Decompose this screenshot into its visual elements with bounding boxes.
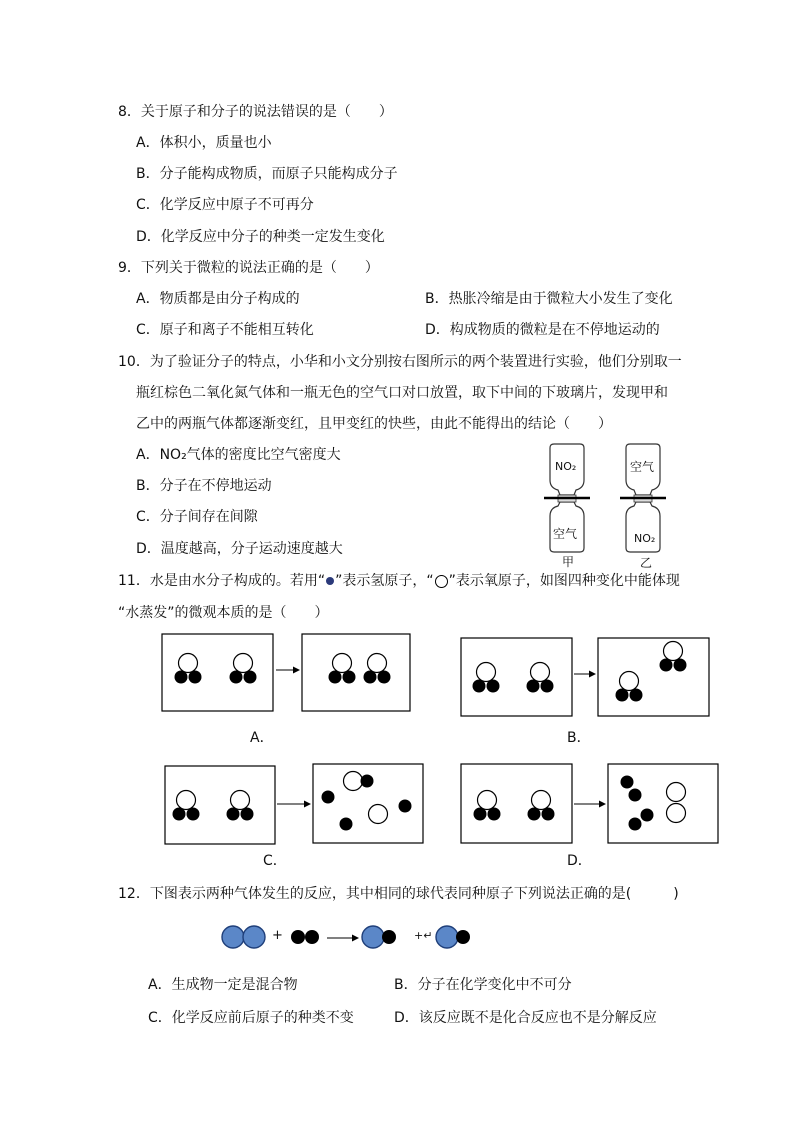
q9-option-d: D．构成物质的微粒是在不停地运动的 [425, 322, 660, 338]
q12-stem: 12．下图表示两种气体发生的反应，其中相同的球代表同种原子下列说法正确的是( ) [118, 886, 679, 902]
option-b-label: B． [567, 730, 591, 746]
q10-option-b: B．分子在不停地运动 [136, 478, 272, 494]
q10-option-a: A．NO₂气体的密度比空气密度大 [136, 447, 341, 463]
q9-stem: 9．下列关于微粒的说法正确的是（ ） [118, 260, 379, 276]
q11-stem-line2: “水蒸发”的微观本质的是（ ） [118, 605, 329, 621]
q12-option-a: A．生成物一定是混合物 [148, 977, 298, 993]
q8-option-b: B．分子能构成物质，而原子只能构成分子 [136, 166, 398, 182]
option-c-label: C． [263, 853, 287, 869]
q12-option-b: B．分子在化学变化中不可分 [394, 977, 572, 993]
q12-plus-sign: + [272, 928, 283, 943]
q10-stem-line3: 乙中的两瓶气体都逐渐变红，且甲变红的快些，由此不能得出的结论（ ） [136, 416, 612, 432]
q11-stem-part3: ”表示氧原子，如图四种变化中能体现 [448, 573, 680, 589]
q12-option-c: C．化学反应前后原子的种类不变 [148, 1010, 354, 1026]
product1-blue-atom [362, 926, 384, 948]
jia-bottom-label: 空气 [553, 527, 578, 541]
yi-bottom-label: NO₂ [634, 532, 656, 545]
option-a-label: A． [250, 730, 274, 746]
product2-black-atom [456, 930, 470, 944]
reactant1-atom-2 [243, 926, 265, 948]
yi-caption: 乙 [640, 556, 653, 570]
yi-top-label: 空气 [630, 460, 655, 474]
option-d-label: D． [567, 853, 592, 869]
q12-plus-sign-2: +↵ [414, 929, 433, 942]
jia-caption: 甲 [562, 555, 575, 569]
jia-top-label: NO₂ [555, 460, 577, 473]
q8-stem: 8．关于原子和分子的说法错误的是（ ） [118, 104, 393, 120]
q10-option-c: C．分子间存在间隙 [136, 509, 258, 525]
product2-blue-atom [436, 926, 458, 948]
reactant2-atom-2 [305, 930, 319, 944]
q12-option-d: D．该反应既不是化合反应也不是分解反应 [394, 1010, 657, 1026]
q9-option-c: C．原子和离子不能相互转化 [136, 322, 314, 338]
reactant2-atom-1 [291, 930, 305, 944]
q8-option-c: C．化学反应中原子不可再分 [136, 197, 314, 213]
q10-option-d: D．温度越高，分子运动速度越大 [136, 541, 343, 557]
reactant1-atom-1 [222, 926, 244, 948]
product1-black-atom [382, 930, 396, 944]
q10-stem-line1: 10．为了验证分子的特点，小华和小文分别按右图所示的两个装置进行实验，他们分别取一 [118, 354, 682, 370]
q9-option-a: A．物质都是由分子构成的 [136, 291, 300, 307]
q11-stem-part2: ”表示氢原子，“ [335, 573, 434, 589]
q8-option-d: D．化学反应中分子的种类一定发生变化 [136, 229, 385, 245]
q8-option-a: A．体积小，质量也小 [136, 135, 272, 151]
q11-stem-part1: 11．水是由水分子构成的。若用“ [118, 573, 326, 589]
q10-stem-line2: 瓶红棕色二氧化氮气体和一瓶无色的空气口对口放置，取下中间的下玻璃片，发现甲和 [136, 385, 668, 401]
q9-option-b: B．热胀冷缩是由于微粒大小发生了变化 [425, 291, 673, 307]
